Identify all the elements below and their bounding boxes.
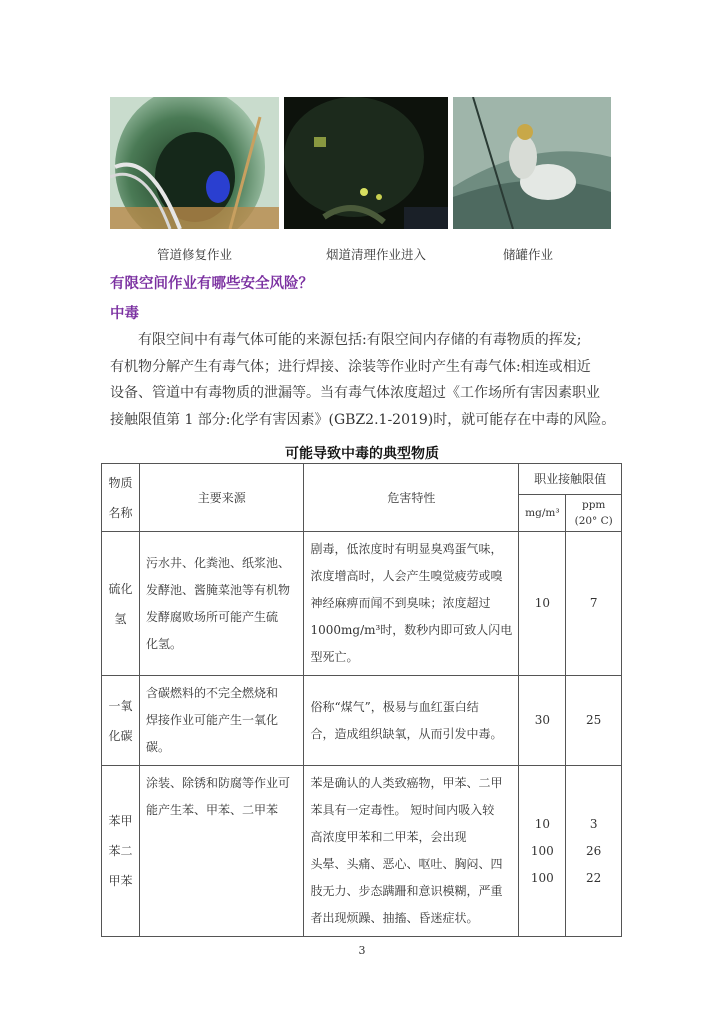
row-name: 一氧 化碳 (102, 676, 140, 766)
row-ppm: 7 (566, 532, 622, 676)
poisoning-subheading: 中毒 (110, 306, 139, 322)
row-hazard: 剧毒，低浓度时有明显臭鸡蛋气味， 浓度增高时，人会产生嗅觉疲劳或嗅 神经麻痹而闻不到臭味；浓度超过 1000mg/m³时，数秒内即可致人闪电 型死亡。 (304, 532, 519, 676)
row-hazard: 俗称“煤气”，极易与血红蛋白结 合，造成组织缺氧，从而引发中毒。 (304, 676, 519, 766)
header-ppm: ppm (20° C) (566, 495, 622, 532)
tank-work-photo (453, 97, 611, 229)
row-ppm: 25 (566, 676, 622, 766)
header-mg: mg/m³ (519, 495, 566, 532)
paragraph-line: 有限空间中有毒气体可能的来源包括:有限空间内存储的有毒物质的挥发; (138, 332, 582, 348)
paragraph-line: 有机物分解产生有毒气体；进行焊接、涂装等作业时产生有毒气体:相连或相近 (110, 358, 591, 375)
caption-pipe-repair: 管道修复作业 (157, 247, 233, 262)
table-title: 可能导致中毒的典型物质 (285, 446, 439, 462)
paragraph-line: 设备、管道中有毒物质的泄漏等。当有毒气体浓度超过《工作场所有害因素职业 (110, 385, 600, 401)
row-source: 污水井、化粪池、纸浆池、 发酵池、酱腌菜池等有机物 发酵腐败场所可能产生硫 化氢。 (140, 532, 304, 676)
paragraph-line: 接触限值第 1 部分:化学有害因素》(GBZ2.1-2019)时，就可能存在中毒的风险。 (110, 411, 616, 428)
row-mg: 30 (519, 676, 566, 766)
row-name: 苯甲 苯二 甲苯 (102, 766, 140, 937)
row-source: 涂装、除锈和防腐等作业可 能产生苯、甲苯、二甲苯 (140, 766, 304, 937)
table-row (102, 676, 622, 766)
row-source: 含碳燃料的不完全燃烧和 焊接作业可能产生一氧化 碳。 (140, 676, 304, 766)
header-source: 主要来源 (140, 464, 304, 532)
pipe-repair-photo (110, 97, 279, 229)
row-mg: 10 (519, 532, 566, 676)
table-header-row (102, 464, 622, 495)
row-ppm: 3 26 22 (566, 766, 622, 937)
header-limit: 职业接触限值 (519, 464, 622, 495)
row-mg: 10 100 100 (519, 766, 566, 937)
poisoning-paragraph (110, 327, 620, 433)
flue-cleaning-photo (284, 97, 448, 229)
table-row (102, 532, 622, 676)
page-number: 3 (358, 944, 366, 957)
table-row (102, 766, 622, 937)
section-question-heading: 有限空间作业有哪些安全风险？ (110, 276, 313, 292)
header-name: 物质 名称 (102, 464, 140, 532)
toxic-substances-table (101, 463, 622, 937)
caption-flue-cleaning: 烟道清理作业进入 (326, 247, 427, 262)
header-hazard: 危害特性 (304, 464, 519, 532)
row-hazard: 苯是确认的人类致癌物，甲苯、二甲 苯具有一定毒性。 短时间内吸入较 高浓度甲苯和二甲苯，会出现 头晕、头痛、恶心、呕吐、胸闷、四 肢无力、步态蹒跚和意识模糊，严重 者出现烦躁、抽搐、昏迷症状。 (304, 766, 519, 937)
caption-tank-work: 储罐作业 (503, 247, 554, 262)
row-name: 硫化 氢 (102, 532, 140, 676)
